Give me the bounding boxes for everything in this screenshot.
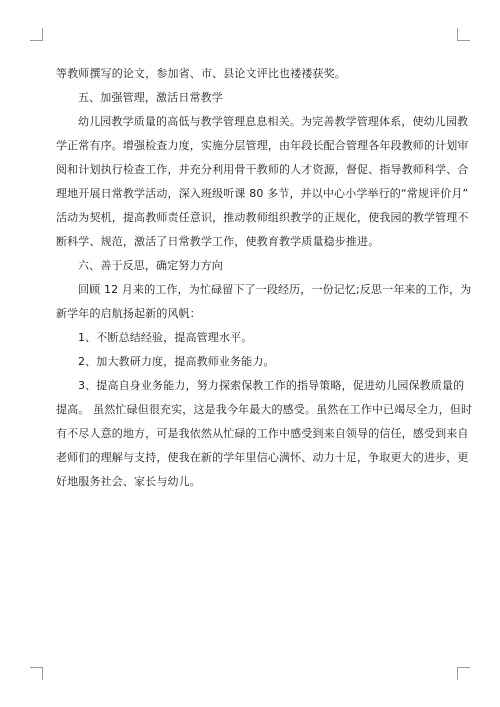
list-item: 1、不断总结经验，提高管理水平。: [78, 331, 253, 344]
crop-mark-bottom-right: [457, 667, 470, 680]
section-heading: 六、善于反思，确定努力方向: [78, 259, 223, 272]
paragraph-line: 理地开展日常教学活动，深入班级听课 80 多节，并以中心小学举行的“常规评价月”: [56, 187, 469, 200]
section-heading: 五、加强管理，激活日常教学: [78, 91, 223, 104]
paragraph-line: 学正常有序。增强检查力度，实施分层管理，由年段长配合管理各年段教师的计划审: [56, 139, 469, 152]
paragraph-line: 活动为契机，提高教师责任意识，推动教师组织教学的正规化，使我园的教学管理不: [56, 211, 469, 224]
paragraph-line: 幼儿园教学质量的高低与教学管理息息相关。为完善教学管理体系，使幼儿园教: [78, 115, 469, 128]
document-body: [56, 62, 473, 494]
paragraph-line: 老师们的理解与支持，使我在新的学年里信心满怀、动力十足，争取更大的进步，更: [56, 451, 469, 464]
paragraph-line: 回顾 12 月来的工作，为忙碌留下了一段经历，一份记忆;反思一年来的工作，为: [78, 283, 472, 296]
crop-mark-top-right: [457, 28, 470, 41]
paragraph-line: 新学年的启航扬起新的风帆：: [56, 307, 201, 320]
list-item: 2、加大教研力度，提高教师业务能力。: [78, 355, 275, 368]
crop-mark-bottom-left: [30, 667, 43, 680]
crop-mark-top-left: [30, 28, 43, 41]
paragraph-line: 断科学、规范，激活了日常教学工作，使教育教学质量稳步推进。: [56, 235, 380, 248]
paragraph-line: 等教师撰写的论文，参加省、市、县论文评比也褛褛获奖。: [56, 67, 346, 80]
paragraph-line: 提高。 虽然忙碌但很充实，这是我今年最大的感受。虽然在工作中已竭尽全力，但时: [56, 403, 473, 416]
paragraph-line: 阅和计划执行检查工作，并充分利用骨干教师的人才资源，督促、指导教师科学、合: [56, 163, 469, 176]
list-item: 3、提高自身业务能力，努力探索保教工作的指导策略，促进幼儿园保教质量的: [78, 379, 465, 392]
paragraph-line: 有不尽人意的地方，可是我依然从忙碌的工作中感受到来自领导的信任，感受到来自: [56, 427, 469, 440]
paragraph-line: 好地服务社会、家长与幼儿。: [56, 475, 201, 488]
